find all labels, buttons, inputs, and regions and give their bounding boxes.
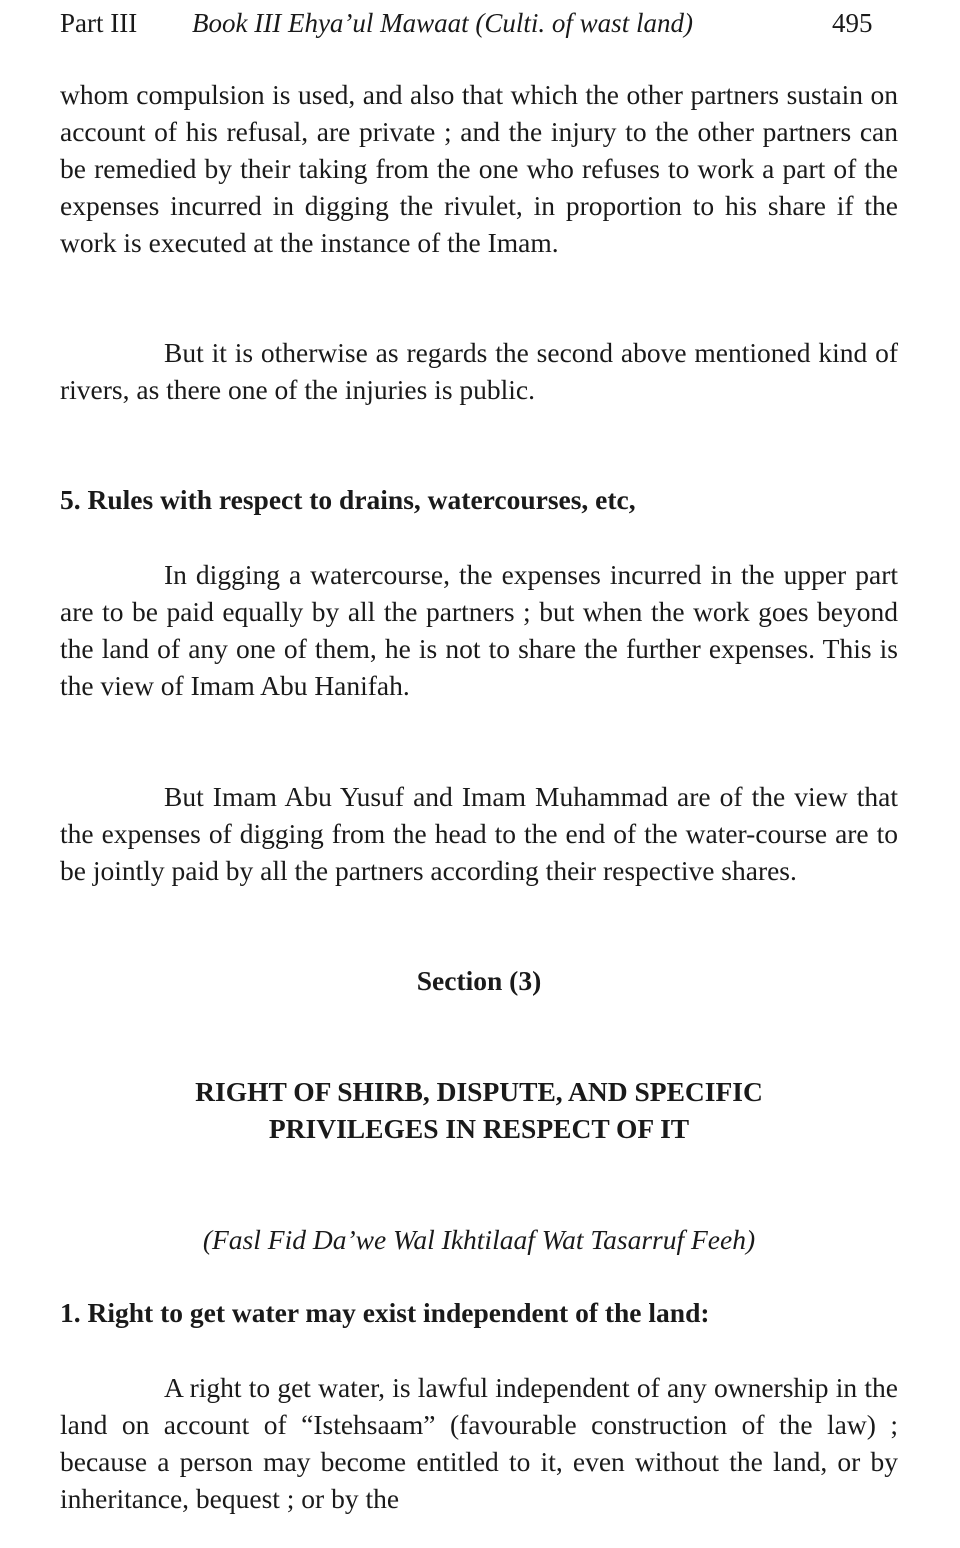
paragraph-abu-yusuf: But Imam Abu Yusuf and Imam Muhammad are of the view that the expenses of digging from the head to the end of the water-course are to be jointly paid by all the partners according their respective shares. <box>60 781 898 886</box>
section-title-line-1: RIGHT OF SHIRB, DISPUTE, AND SPECIFIC <box>195 1076 763 1107</box>
section-label: Section (3) <box>416 965 542 996</box>
heading-rules-drains: 5. Rules with respect to drains, watercourses, etc, <box>60 484 636 515</box>
paragraph-right-to-water: A right to get water, is lawful independent of any ownership in the land on account of “Istehsaam” (favourable construction of the law) ; because a person may become entitled to it, even without the land, or by inheritance, bequest ; or by the <box>60 1372 898 1514</box>
running-head-part: Part III <box>60 8 138 38</box>
paragraph-otherwise: But it is otherwise as regards the second above mentioned kind of rivers, as there one of the injuries is public. <box>60 337 898 405</box>
running-head-book-title: Book III Ehya’ul Mawaat (Culti. of wast land) <box>192 8 693 38</box>
section-title-line-2: PRIVILEGES IN RESPECT OF IT <box>268 1113 690 1144</box>
page-number: 495 <box>832 8 873 38</box>
paragraph-digging-watercourse: In digging a watercourse, the expenses incurred in the upper part are to be paid equally by all the partners ; but when the work goes beyond the land of any one of them, he is not to share the further expenses. This is the view of Imam Abu Hanifah. <box>60 559 898 701</box>
paragraph-compulsion: whom compulsion is used, and also that which the other partners sustain on account of his refusal, are private ; and the injury to the other partners can be remedied by their taking from the one who refuses to work a part of the expenses incurred in digging the rivulet, in proportion to his share if the work is executed at the instance of the Imam. <box>60 79 898 258</box>
heading-right-to-water: 1. Right to get water may exist independent of the land: <box>60 1297 710 1328</box>
section-subtitle: (Fasl Fid Da’we Wal Ikhtilaaf Wat Tasarruf Feeh) <box>202 1224 756 1255</box>
